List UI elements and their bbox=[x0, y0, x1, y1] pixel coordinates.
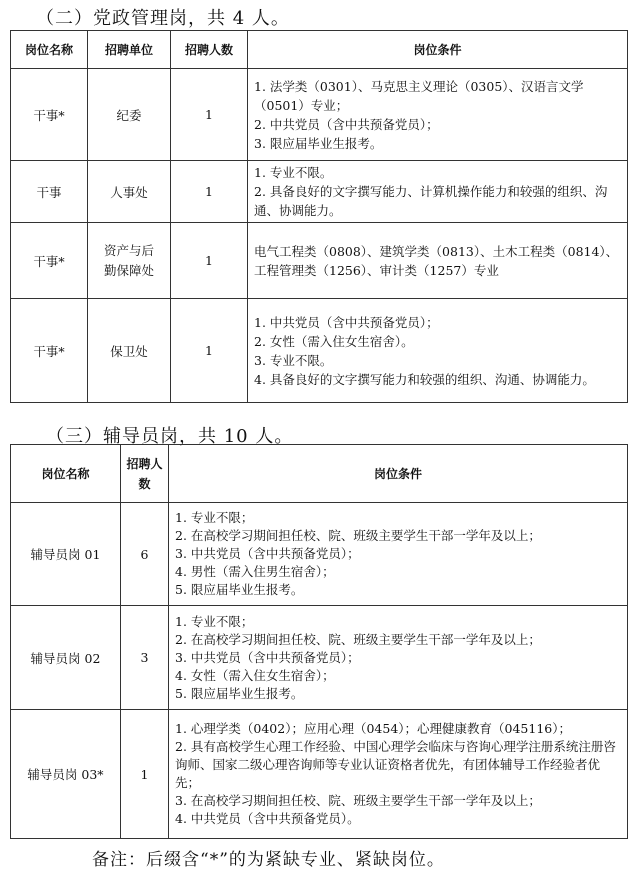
table-row bbox=[11, 299, 628, 403]
condition-line: 4. 男性（需入住男生宿舍）； bbox=[175, 564, 335, 579]
header-post: 岗位名称 bbox=[11, 31, 88, 69]
condition-line: 4. 具备良好的文字撰写能力和较强的组织、沟通、协调能力。 bbox=[254, 371, 595, 387]
conditions-cell bbox=[248, 299, 628, 403]
condition-line: 1. 专业不限； bbox=[175, 510, 254, 525]
condition-line: 2. 中共党员（含中共预备党员）； bbox=[254, 116, 439, 132]
table-row bbox=[11, 223, 628, 299]
table-row bbox=[11, 69, 628, 161]
post-name-cell: 干事* bbox=[11, 69, 88, 161]
unit-cell: 人事处 bbox=[88, 161, 171, 223]
count-cell: 1 bbox=[171, 299, 248, 403]
table-header-row bbox=[11, 445, 628, 503]
conditions-cell bbox=[248, 223, 628, 299]
condition-line: 5. 限应届毕业生报考。 bbox=[175, 685, 304, 701]
condition-line: 4. 中共党员（含中共预备党员）。 bbox=[175, 811, 360, 826]
condition-line: 3. 专业不限。 bbox=[254, 352, 333, 368]
conditions-cell bbox=[248, 69, 628, 161]
condition-line: 3. 中共党员（含中共预备党员）； bbox=[175, 546, 360, 561]
condition-line: 1. 中共党员（含中共预备党员）； bbox=[254, 314, 439, 330]
conditions-cell bbox=[169, 606, 628, 710]
condition-line: 1. 专业不限。 bbox=[254, 165, 333, 180]
post-name-cell: 辅导员岗 02 bbox=[11, 606, 121, 710]
condition-line: 1. 法学类（0301）、马克思主义理论（0305）、汉语言文学（0501）专业； bbox=[254, 78, 584, 113]
footnote: 备注：后缀含“*”的为紧缺专业、紧缺岗位。 bbox=[92, 850, 445, 870]
condition-line: 2. 在高校学习期间担任校、院、班级主要学生干部一学年及以上； bbox=[175, 528, 541, 543]
condition-line: 2. 具有高校学生心理工作经验、中国心理学会临床与咨询心理学注册系统注册咨询师、国家二级心理咨询师等专业认证资格者优先，有团体辅导工作经验者优先； bbox=[175, 739, 616, 790]
counselor-posts-table bbox=[10, 444, 628, 839]
table-row bbox=[11, 606, 628, 710]
header-count: 招聘人数 bbox=[171, 31, 248, 69]
count-cell: 6 bbox=[121, 503, 169, 606]
header-conditions: 岗位条件 bbox=[248, 31, 628, 69]
condition-line: 4. 女性（需入住女生宿舍）； bbox=[175, 667, 335, 683]
admin-posts-table bbox=[10, 30, 628, 403]
condition-line: 电气工程类（0808）、建筑学类（0813）、土木工程类（0814）、工程管理类（1256）、审计类（1257）专业 bbox=[254, 243, 619, 278]
count-cell: 1 bbox=[121, 710, 169, 839]
conditions-cell bbox=[169, 710, 628, 839]
table-row bbox=[11, 161, 628, 223]
conditions-cell bbox=[169, 503, 628, 606]
table-header-row bbox=[11, 31, 628, 69]
count-cell: 1 bbox=[171, 223, 248, 299]
condition-line: 3. 中共党员（含中共预备党员）； bbox=[175, 649, 360, 665]
unit-cell: 保卫处 bbox=[88, 299, 171, 403]
section2-heading: （二）党政管理岗，共 4 人。 bbox=[36, 8, 290, 29]
condition-line: 3. 限应届毕业生报考。 bbox=[254, 135, 383, 151]
post-name-cell: 辅导员岗 03* bbox=[11, 710, 121, 839]
table-row bbox=[11, 503, 628, 606]
post-name-cell: 干事 bbox=[11, 161, 88, 223]
header-unit: 招聘单位 bbox=[88, 31, 171, 69]
unit-cell: 纪委 bbox=[88, 69, 171, 161]
condition-line: 1. 专业不限； bbox=[175, 613, 254, 629]
condition-line: 2. 在高校学习期间担任校、院、班级主要学生干部一学年及以上； bbox=[175, 631, 541, 647]
post-name-cell: 干事* bbox=[11, 223, 88, 299]
count-cell: 1 bbox=[171, 161, 248, 223]
count-cell: 1 bbox=[171, 69, 248, 161]
unit-cell: 资产与后勤保障处 bbox=[88, 223, 171, 299]
conditions-cell bbox=[248, 161, 628, 223]
header-count: 招聘人数 bbox=[121, 445, 169, 503]
condition-line: 5. 限应届毕业生报考。 bbox=[175, 582, 304, 597]
post-name-cell: 辅导员岗 01 bbox=[11, 503, 121, 606]
table-row bbox=[11, 710, 628, 839]
header-conditions: 岗位条件 bbox=[169, 445, 628, 503]
condition-line: 2. 女性（需入住女生宿舍）。 bbox=[254, 333, 414, 349]
header-post: 岗位名称 bbox=[11, 445, 121, 503]
condition-line: 3. 在高校学习期间担任校、院、班级主要学生干部一学年及以上； bbox=[175, 793, 541, 808]
condition-line: 1. 心理学类（0402）；应用心理（0454）；心理健康教育（045116）； bbox=[175, 721, 571, 736]
post-name-cell: 干事* bbox=[11, 299, 88, 403]
condition-line: 2. 具备良好的文字撰写能力、计算机操作能力和较强的组织、沟通、协调能力。 bbox=[254, 184, 608, 218]
count-cell: 3 bbox=[121, 606, 169, 710]
section3-heading: （三）辅导员岗，共 10 人。 bbox=[46, 426, 294, 447]
